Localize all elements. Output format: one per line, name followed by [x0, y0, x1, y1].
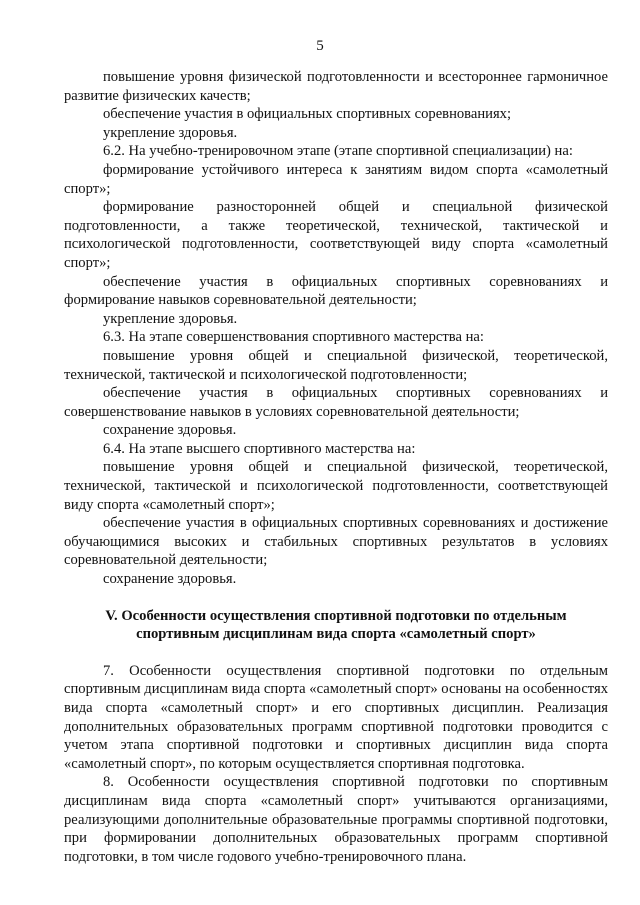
paragraph: укрепление здоровья. [103, 310, 238, 327]
paragraph: повышение уровня физической подготовленности и всестороннее гармоничное развитие физических качеств; [64, 69, 608, 104]
paragraph: 6.4. На этапе высшего спортивного мастерства на: [103, 440, 416, 457]
page-content [64, 68, 608, 866]
paragraph: обеспечение участия в официальных спортивных соревнованиях и формирование навыков соревновательной деятельности; [64, 273, 608, 309]
paragraph: формирование устойчивого интереса к занятиям видом спорта «самолетный спорт»; [64, 161, 608, 197]
paragraph: 6.3. На этапе совершенствования спортивного мастерства на: [103, 329, 484, 346]
paragraph: укрепление здоровья. [103, 124, 238, 141]
section-heading-line-2: спортивным дисциплинам вида спорта «самолетный спорт» [136, 626, 536, 643]
paragraph: обеспечение участия в официальных спортивных соревнованиях и совершенствование навыков в условиях соревновательной деятельности; [64, 385, 608, 420]
paragraph: обеспечение участия в официальных спортивных соревнованиях и достижение обучающимися высоких и стабильных спортивных результатов в условиях соревновательной деятельности; [64, 515, 608, 569]
section-heading-line-1: V. Особенности осуществления спортивной подготовки по отдельным [105, 607, 567, 624]
section-heading [64, 607, 608, 644]
paragraph: 8. Особенности осуществления спортивной подготовки по спортивным дисциплинам вида спорта «самолетный спорт» учитываются организациями, реализующими дополнительные образовательные программы спортивной подготовки, при формировании дополнительных образовательных программ спортивной подготовки, в том числе годового учебно-тренировочного плана. [64, 774, 608, 865]
paragraph: сохранение здоровья. [103, 571, 237, 588]
paragraph: 6.2. На учебно-тренировочном этапе (этапе спортивной специализации) на: [103, 143, 573, 160]
paragraph: обеспечение участия в официальных спортивных соревнованиях; [103, 106, 512, 123]
paragraph: повышение уровня общей и специальной физической, теоретической, технической, тактической и психологической подготовленности; [64, 347, 608, 383]
paragraph: формирование разносторонней общей и специальной физической подготовленности, а также теоретической, технической, тактической и психологической подготовленности, соответствующей виду спорта «самолетный спорт»; [64, 199, 608, 271]
paragraph: 7. Особенности осуществления спортивной подготовки по отдельным спортивным дисциплинам вида спорта «самолетный спорт» основаны на особенностях вида спорта «самолетный спорт» и его спортивных дисциплин. Реализация дополнительных образовательных программ спортивной подготовки проводится с учетом этапа спортивной подготовки и спортивных дисциплин вида спорта «самолетный спорт», по которым осуществляется спортивная подготовка. [64, 662, 609, 772]
paragraph: сохранение здоровья. [103, 422, 237, 439]
page-number: 5 [316, 38, 324, 54]
paragraph: повышение уровня общей и специальной физической, теоретической, технической, тактической и психологической подготовленности, соответствующей виду спорта «самолетный спорт»; [64, 459, 608, 513]
